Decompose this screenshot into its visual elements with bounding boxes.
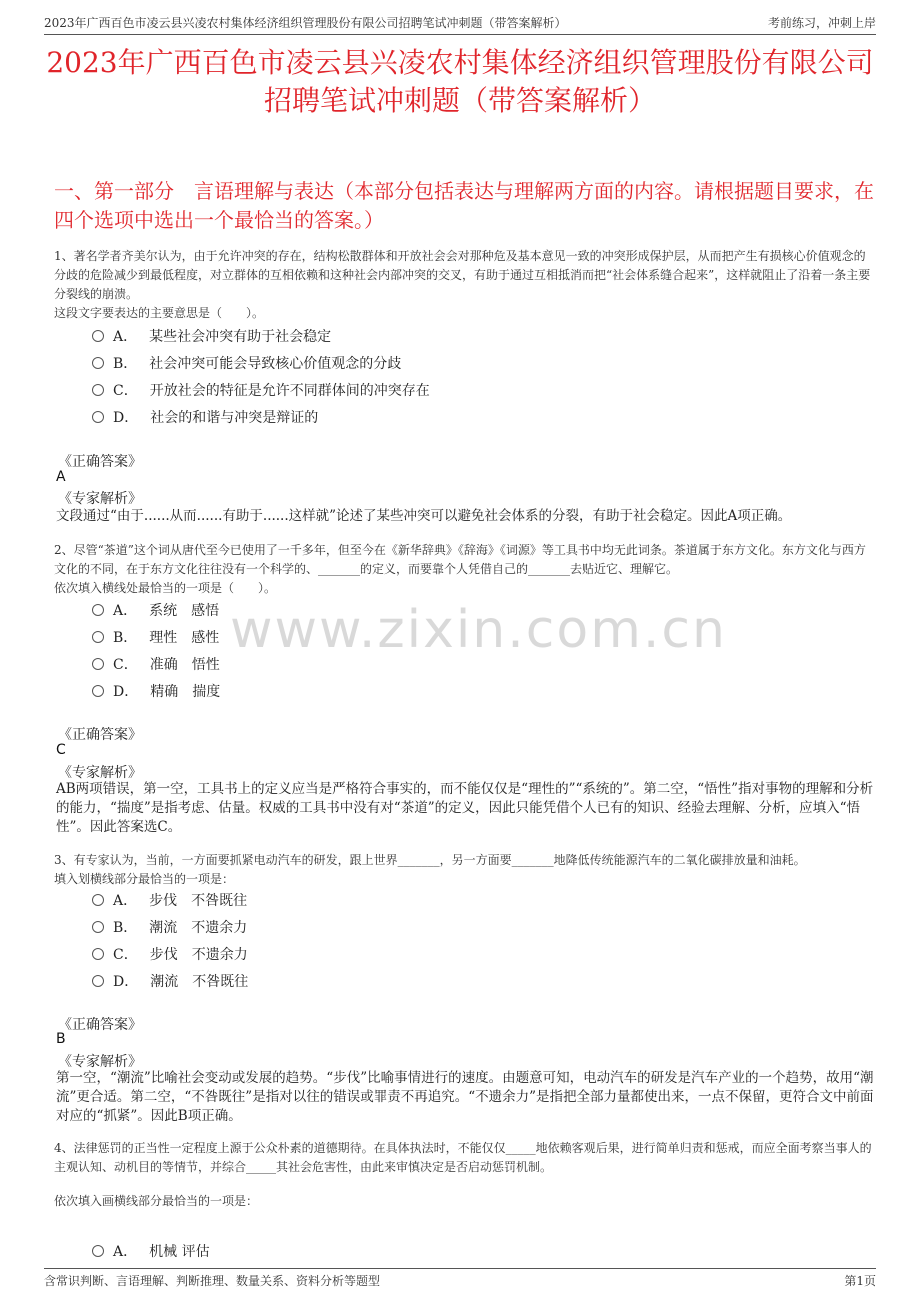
header-slogan: 考前练习，冲刺上岸 <box>767 16 876 30</box>
q3-answer-label: 《正确答案》 <box>58 1017 142 1033</box>
q2-option-b[interactable]: B． 理性 感性 <box>92 628 219 648</box>
radio-icon[interactable] <box>92 604 104 616</box>
radio-icon[interactable] <box>92 975 104 987</box>
q2-analysis: AB两项错误，第一空，工具书上的定义应当是严格符合事实的，而不能仅仅是“理性的”“系统的”。第二空，“悟性”指对事物的理解和分析的能力，“揣度”是指考虑、估量。权威的工具书中没有对“茶道”的定义，因此只能凭借个人已有的知识、经验去理解、分析，应填入“悟性”。因此答案选C。 <box>56 781 874 835</box>
q3-option-a[interactable]: A． 步伐 不咎既往 <box>92 891 247 911</box>
radio-icon[interactable] <box>92 384 104 396</box>
document-title: 2023年广西百色市凌云县兴凌农村集体经济组织管理股份有限公司招聘笔试冲刺题（带答案解析） <box>46 46 874 117</box>
q1-option-d[interactable]: D． 社会的和谐与冲突是辩证的 <box>92 408 318 428</box>
footer-note: 含常识判断、言语理解、判断推理、数量关系、资料分析等题型 <box>44 1274 381 1288</box>
q3-analysis: 第一空，“潮流”比喻社会变动或发展的趋势。“步伐”比喻事情进行的速度。由题意可知，电动汽车的研发是汽车产业的一个趋势，故用“潮流”更合适。第二空，“不咎既往”是指对以往的错误或罪责不再追究。“不遗余力”是指把全部力量都使出来，一点不保留，更符合文中前面对应的“抓紧”。因此B项正确。 <box>56 1070 874 1124</box>
question-4-text <box>54 1139 874 1211</box>
q3-option-b[interactable]: B． 潮流 不遗余力 <box>92 918 247 938</box>
question-prompt: 填入划横线部分最恰当的一项是： <box>54 872 235 886</box>
header-doc-title: 2023年广西百色市凌云县兴凌农村集体经济组织管理股份有限公司招聘笔试冲刺题（带答案解析） <box>44 16 567 30</box>
q4-option-a[interactable]: A． 机械 评估 <box>92 1242 210 1262</box>
question-prompt: 这段文字要表达的主要意思是（ ）。 <box>54 306 265 320</box>
question-3-text <box>54 851 874 889</box>
question-stem: 1、著名学者齐美尔认为，由于允许冲突的存在，结构松散群体和开放社会会对那种危及基本意见一致的冲突形成保护层，从而把产生有损核心价值观念的分歧的危险减少到最低程度，对立群体的互相依赖和这种社会内部冲突的交叉，有助于通过互相抵消而把“社会体系缝合起来”，这样就阻止了沿着一条主要分裂线的崩溃。 <box>54 249 871 301</box>
q1-option-a[interactable]: A． 某些社会冲突有助于社会稳定 <box>92 327 331 347</box>
radio-icon[interactable] <box>92 658 104 670</box>
q1-option-c[interactable]: C． 开放社会的特征是允许不同群体间的冲突存在 <box>92 381 430 401</box>
q3-option-c[interactable]: C． 步伐 不遗余力 <box>92 945 248 965</box>
radio-icon[interactable] <box>92 948 104 960</box>
radio-icon[interactable] <box>92 685 104 697</box>
question-1-text <box>54 247 874 323</box>
radio-icon[interactable] <box>92 357 104 369</box>
page-footer <box>44 1268 876 1291</box>
question-stem: 3、有专家认为，当前，一方面要抓紧电动汽车的研发，跟上世界_______，另一方面要_______地降低传统能源汽车的二氧化碳排放量和油耗。 <box>54 853 806 867</box>
radio-icon[interactable] <box>92 921 104 933</box>
radio-icon[interactable] <box>92 411 104 423</box>
question-stem: 2、尽管“茶道”这个词从唐代至今已使用了一千多年，但至今在《新华辞典》《辞海》《词源》等工具书中均无此词条。茶道属于东方文化。东方文化与西方文化的不同，在于东方文化往往没有一个科学的、_______的定义，而要靠个人凭借自己的_______去贴近它、理解它。 <box>54 543 866 576</box>
radio-icon[interactable] <box>92 1245 104 1257</box>
page-header <box>44 10 876 35</box>
q2-answer-label: 《正确答案》 <box>58 727 142 743</box>
q1-answer-label: 《正确答案》 <box>58 454 142 470</box>
q2-option-a[interactable]: A． 系统 感悟 <box>92 601 219 621</box>
q1-answer: A <box>56 469 66 485</box>
q1-analysis-label: 《专家解析》 <box>58 491 142 507</box>
question-prompt: 依次填入横线处最恰当的一项是（ ）。 <box>54 581 277 595</box>
q2-option-d[interactable]: D． 精确 揣度 <box>92 682 220 702</box>
q3-option-d[interactable]: D． 潮流 不咎既往 <box>92 972 248 992</box>
radio-icon[interactable] <box>92 631 104 643</box>
page-number: 第1页 <box>844 1274 876 1288</box>
q2-option-c[interactable]: C． 准确 悟性 <box>92 655 220 675</box>
radio-icon[interactable] <box>92 894 104 906</box>
q2-answer: C <box>56 742 66 758</box>
radio-icon[interactable] <box>92 330 104 342</box>
section-heading: 一、第一部分 言语理解与表达（本部分包括表达与理解两方面的内容。请根据题目要求，在四个选项中选出一个最恰当的答案。） <box>54 179 874 232</box>
q3-answer: B <box>56 1031 66 1047</box>
question-2-text <box>54 541 874 598</box>
watermark: www.zixin.com.cn <box>230 600 727 660</box>
q2-analysis-label: 《专家解析》 <box>58 765 142 781</box>
q1-analysis: 文段通过“由于......从而......有助于......这样就”论述了某些冲突可以避免社会体系的分裂，有助于社会稳定。因此A项正确。 <box>56 508 792 524</box>
question-stem: 4、法律惩罚的正当性一定程度上源于公众朴素的道德期待。在具体执法时，不能仅仅_____地依赖客观后果，进行简单归责和惩戒，而应全面考察当事人的主观认知、动机目的等情节，并综合_____其社会危害性，由此来审慎决定是否启动惩罚机制。 <box>54 1141 872 1174</box>
q1-option-b[interactable]: B． 社会冲突可能会导致核心价值观念的分歧 <box>92 354 401 374</box>
question-prompt: 依次填入画横线部分最恰当的一项是： <box>54 1194 259 1208</box>
q3-analysis-label: 《专家解析》 <box>58 1054 142 1070</box>
